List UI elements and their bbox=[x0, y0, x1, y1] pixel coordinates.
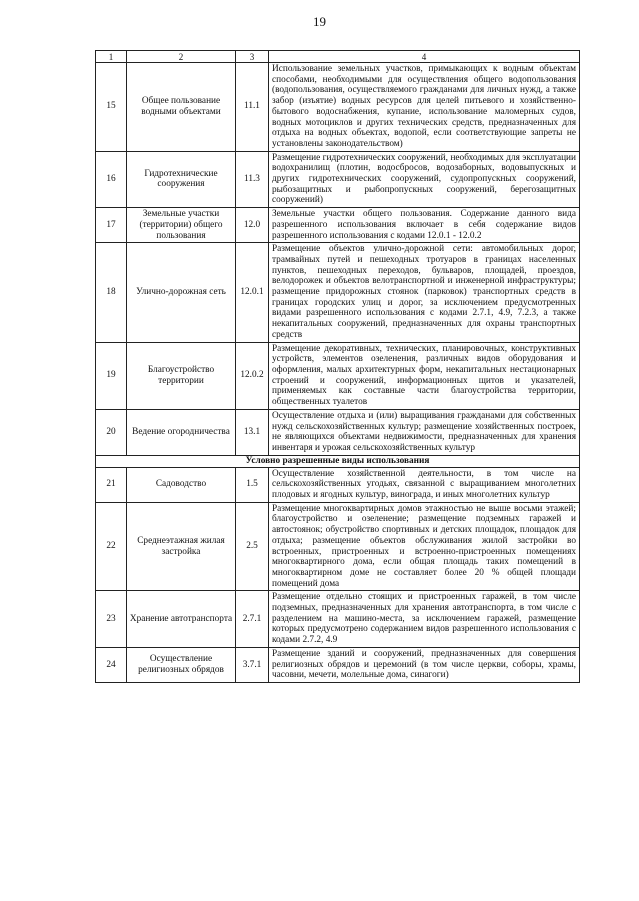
table-row bbox=[96, 63, 580, 152]
use-type-description: Земельные участки общего пользования. Содержание данного вида разрешенного использования включает в себя содержание видов разрешенного использования с кодами 12.0.1 - 12.0.2 bbox=[269, 208, 580, 243]
use-type-name: Общее пользование водными объектами bbox=[127, 63, 236, 152]
table-row bbox=[96, 243, 580, 342]
land-use-table bbox=[95, 50, 580, 683]
table-row bbox=[96, 591, 580, 648]
use-type-code: 2.7.1 bbox=[236, 591, 269, 648]
use-type-description: Размещение декоративных, технических, планировочных, конструктивных устройств, элементов озеленения, различных видов оборудования и оформления, малых архитектурных форм, некапитальных нестационарных строений и сооружений, информационных щитов и указателей, применяемых как составные части благоустройства территории, общественных туалетов bbox=[269, 342, 580, 409]
row-number: 20 bbox=[96, 409, 127, 455]
use-type-name: Осуществление религиозных обрядов bbox=[127, 647, 236, 682]
use-type-description: Использование земельных участков, примыкающих к водным объектам способами, необходимыми для осуществления общего водопользования (водопользования, осуществляемого гражданами для личных нужд, а также забор (изъятие) водных ресурсов для целей питьевого и хозяйственно-бытового водоснабжения, купание, использование маломерных судов, водных мотоциклов и других технических средств, предназначенных для отдыха на водных объектах, водопой, если соответствующие запреты не установлены законодательством) bbox=[269, 63, 580, 152]
section-header-row bbox=[96, 455, 580, 467]
use-type-code: 13.1 bbox=[236, 409, 269, 455]
row-number: 18 bbox=[96, 243, 127, 342]
header-cell-1: 1 bbox=[96, 51, 127, 63]
use-type-description: Размещение отдельно стоящих и пристроенных гаражей, в том числе подземных, предназначенных для хранения автотранспорта, в том числе с разделением на машино-места, за исключением гаражей, размещение которых предусмотрено содержанием видов разрешенного использования с кодами 2.7.2, 4.9 bbox=[269, 591, 580, 648]
use-type-code: 1.5 bbox=[236, 467, 269, 502]
use-type-code: 11.1 bbox=[236, 63, 269, 152]
use-type-name: Гидротехнические сооружения bbox=[127, 151, 236, 208]
use-type-code: 12.0.1 bbox=[236, 243, 269, 342]
use-type-name: Садоводство bbox=[127, 467, 236, 502]
use-type-name: Благоустройство территории bbox=[127, 342, 236, 409]
header-cell-2: 2 bbox=[127, 51, 236, 63]
row-number: 21 bbox=[96, 467, 127, 502]
table-row bbox=[96, 151, 580, 208]
table-row bbox=[96, 502, 580, 591]
header-cell-3: 3 bbox=[236, 51, 269, 63]
row-number: 23 bbox=[96, 591, 127, 648]
use-type-name: Ведение огородничества bbox=[127, 409, 236, 455]
page-number: 19 bbox=[313, 14, 326, 29]
use-type-description: Размещение многоквартирных домов этажностью не выше восьми этажей; благоустройство и озеленение; размещение подземных гаражей и автостоянок; обустройство спортивных и детских площадок, площадок для отдыха; размещение объектов обслуживания жилой застройки во встроенных, пристроенных и встроенно-пристроенных помещениях многоквартирного дома, если общая площадь таких помещений в многоквартирном доме не составляет более 20 % общей площади помещений дома bbox=[269, 502, 580, 591]
use-type-description: Размещение объектов улично-дорожной сети: автомобильных дорог, трамвайных путей и пешеходных тротуаров в границах населенных пунктов, пешеходных переходов, бульваров, площадей, проездов, велодорожек и объектов велотранспортной и инженерной инфраструктуры; размещение придорожных стоянок (парковок) транспортных средств в границах городских улиц и дорог, за исключением предусмотренных видами разрешенного использования с кодами 2.7.1, 4.9, 7.2.3, а также некапитальных сооружений, предназначенных для охраны транспортных средств bbox=[269, 243, 580, 342]
use-type-description: Размещение гидротехнических сооружений, необходимых для эксплуатации водохранилищ (плотин, водосбросов, водозаборных, водовыпускных и других гидротехнических сооружений, судопропускных сооружений, рыбозащитных и рыбопропускных сооружений, берегозащитных сооружений) bbox=[269, 151, 580, 208]
use-type-description: Осуществление хозяйственной деятельности, в том числе на сельскохозяйственных угодьях, связанной с выращиванием многолетних плодовых и ягодных культур, винограда, и иных многолетних культур bbox=[269, 467, 580, 502]
row-number: 16 bbox=[96, 151, 127, 208]
table-header-row bbox=[96, 51, 580, 63]
use-type-name: Среднеэтажная жилая застройка bbox=[127, 502, 236, 591]
row-number: 17 bbox=[96, 208, 127, 243]
row-number: 22 bbox=[96, 502, 127, 591]
table-row bbox=[96, 647, 580, 682]
row-number: 24 bbox=[96, 647, 127, 682]
table-row bbox=[96, 208, 580, 243]
use-type-code: 12.0 bbox=[236, 208, 269, 243]
table-row bbox=[96, 342, 580, 409]
row-number: 19 bbox=[96, 342, 127, 409]
use-type-description: Осуществление отдыха и (или) выращивания гражданами для собственных нужд сельскохозяйственных культур; размещение хозяйственных построек, не являющихся объектами недвижимости, предназначенных для хранения инвентаря и урожая сельскохозяйственных культур bbox=[269, 409, 580, 455]
use-type-name: Земельные участки (территории) общего пользования bbox=[127, 208, 236, 243]
use-type-code: 2.5 bbox=[236, 502, 269, 591]
use-type-description: Размещение зданий и сооружений, предназначенных для совершения религиозных обрядов и церемоний (в том числе церкви, соборы, храмы, часовни, мечети, молельные дома, синагоги) bbox=[269, 647, 580, 682]
table-row bbox=[96, 467, 580, 502]
use-type-code: 11.3 bbox=[236, 151, 269, 208]
header-cell-4: 4 bbox=[269, 51, 580, 63]
use-type-code: 3.7.1 bbox=[236, 647, 269, 682]
use-type-name: Хранение автотранспорта bbox=[127, 591, 236, 648]
use-type-name: Улично-дорожная сеть bbox=[127, 243, 236, 342]
table-row bbox=[96, 409, 580, 455]
section-title: Условно разрешенные виды использования bbox=[96, 455, 580, 467]
row-number: 15 bbox=[96, 63, 127, 152]
use-type-code: 12.0.2 bbox=[236, 342, 269, 409]
